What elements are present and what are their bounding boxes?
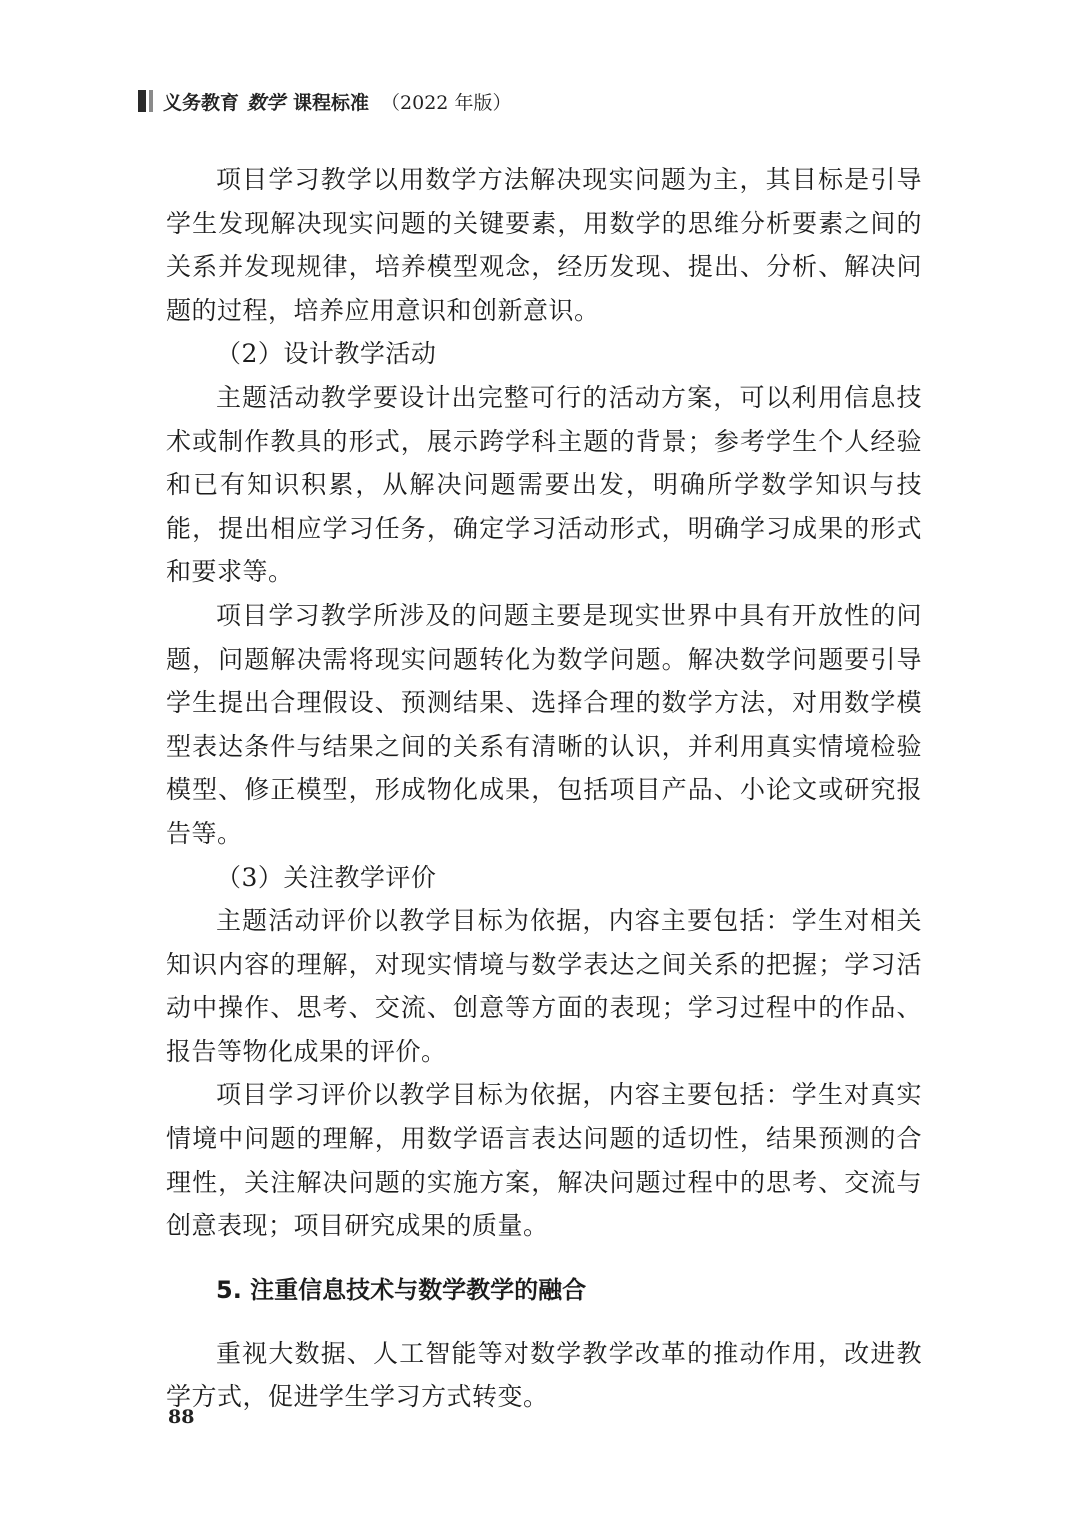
- running-header: [138, 88, 511, 114]
- paragraph: 项目学习教学所涉及的问题主要是现实世界中具有开放性的问题，问题解决需将现实问题转化为数学问题。解决数学问题要引导学生提出合理假设、预测结果、选择合理的数学方法，对用数学模型表达条件与结果之间的关系有清晰的认识，并利用真实情境检验模型、修正模型，形成物化成果，包括项目产品、小论文或研究报告等。: [166, 600, 922, 848]
- paragraph: 主题活动评价以教学目标为依据，内容主要包括：学生对相关知识内容的理解，对现实情境与数学表达之间关系的把握；学习活动中操作、思考、交流、创意等方面的表现；学习过程中的作品、报告等物化成果的评价。: [166, 906, 922, 1066]
- section-heading: 5. 注重信息技术与数学教学的融合: [216, 1275, 587, 1304]
- subheading: （2）设计教学活动: [216, 339, 437, 369]
- header-subject: 数学: [247, 91, 286, 114]
- header-bar-mark-icon: [138, 90, 153, 112]
- header-edition-year: （2022 年版）: [381, 91, 512, 114]
- paragraph: 重视大数据、人工智能等对数学教学改革的推动作用，改进教学方式，促进学生学习方式转变。: [166, 1338, 922, 1412]
- header-series-title: 义务教育: [163, 91, 240, 114]
- header-standard-title: 课程标准: [293, 91, 370, 114]
- paragraph: 项目学习评价以教学目标为依据，内容主要包括：学生对真实情境中问题的理解，用数学语言表达问题的适切性，结果预测的合理性，关注解决问题的实施方案，解决问题过程中的思考、交流与创意表现；项目研究成果的质量。: [166, 1080, 922, 1241]
- page-number: 88: [168, 1406, 195, 1428]
- paragraph: 项目学习教学以用数学方法解决现实问题为主，其目标是引导学生发现解决现实问题的关键要素，用数学的思维分析要素之间的关系并发现规律，培养模型观念，经历发现、提出、分析、解决问题的过程，培养应用意识和创新意识。: [166, 165, 922, 325]
- paragraph: 主题活动教学要设计出完整可行的活动方案，可以利用信息技术或制作教具的形式，展示跨学科主题的背景；参考学生个人经验和已有知识积累，从解决问题需要出发，明确所学数学知识与技能，提出相应学习任务，确定学习活动形式，明确学习成果的形式和要求等。: [166, 382, 922, 587]
- page-body: [166, 158, 922, 1419]
- subheading: （3）关注教学评价: [216, 862, 437, 892]
